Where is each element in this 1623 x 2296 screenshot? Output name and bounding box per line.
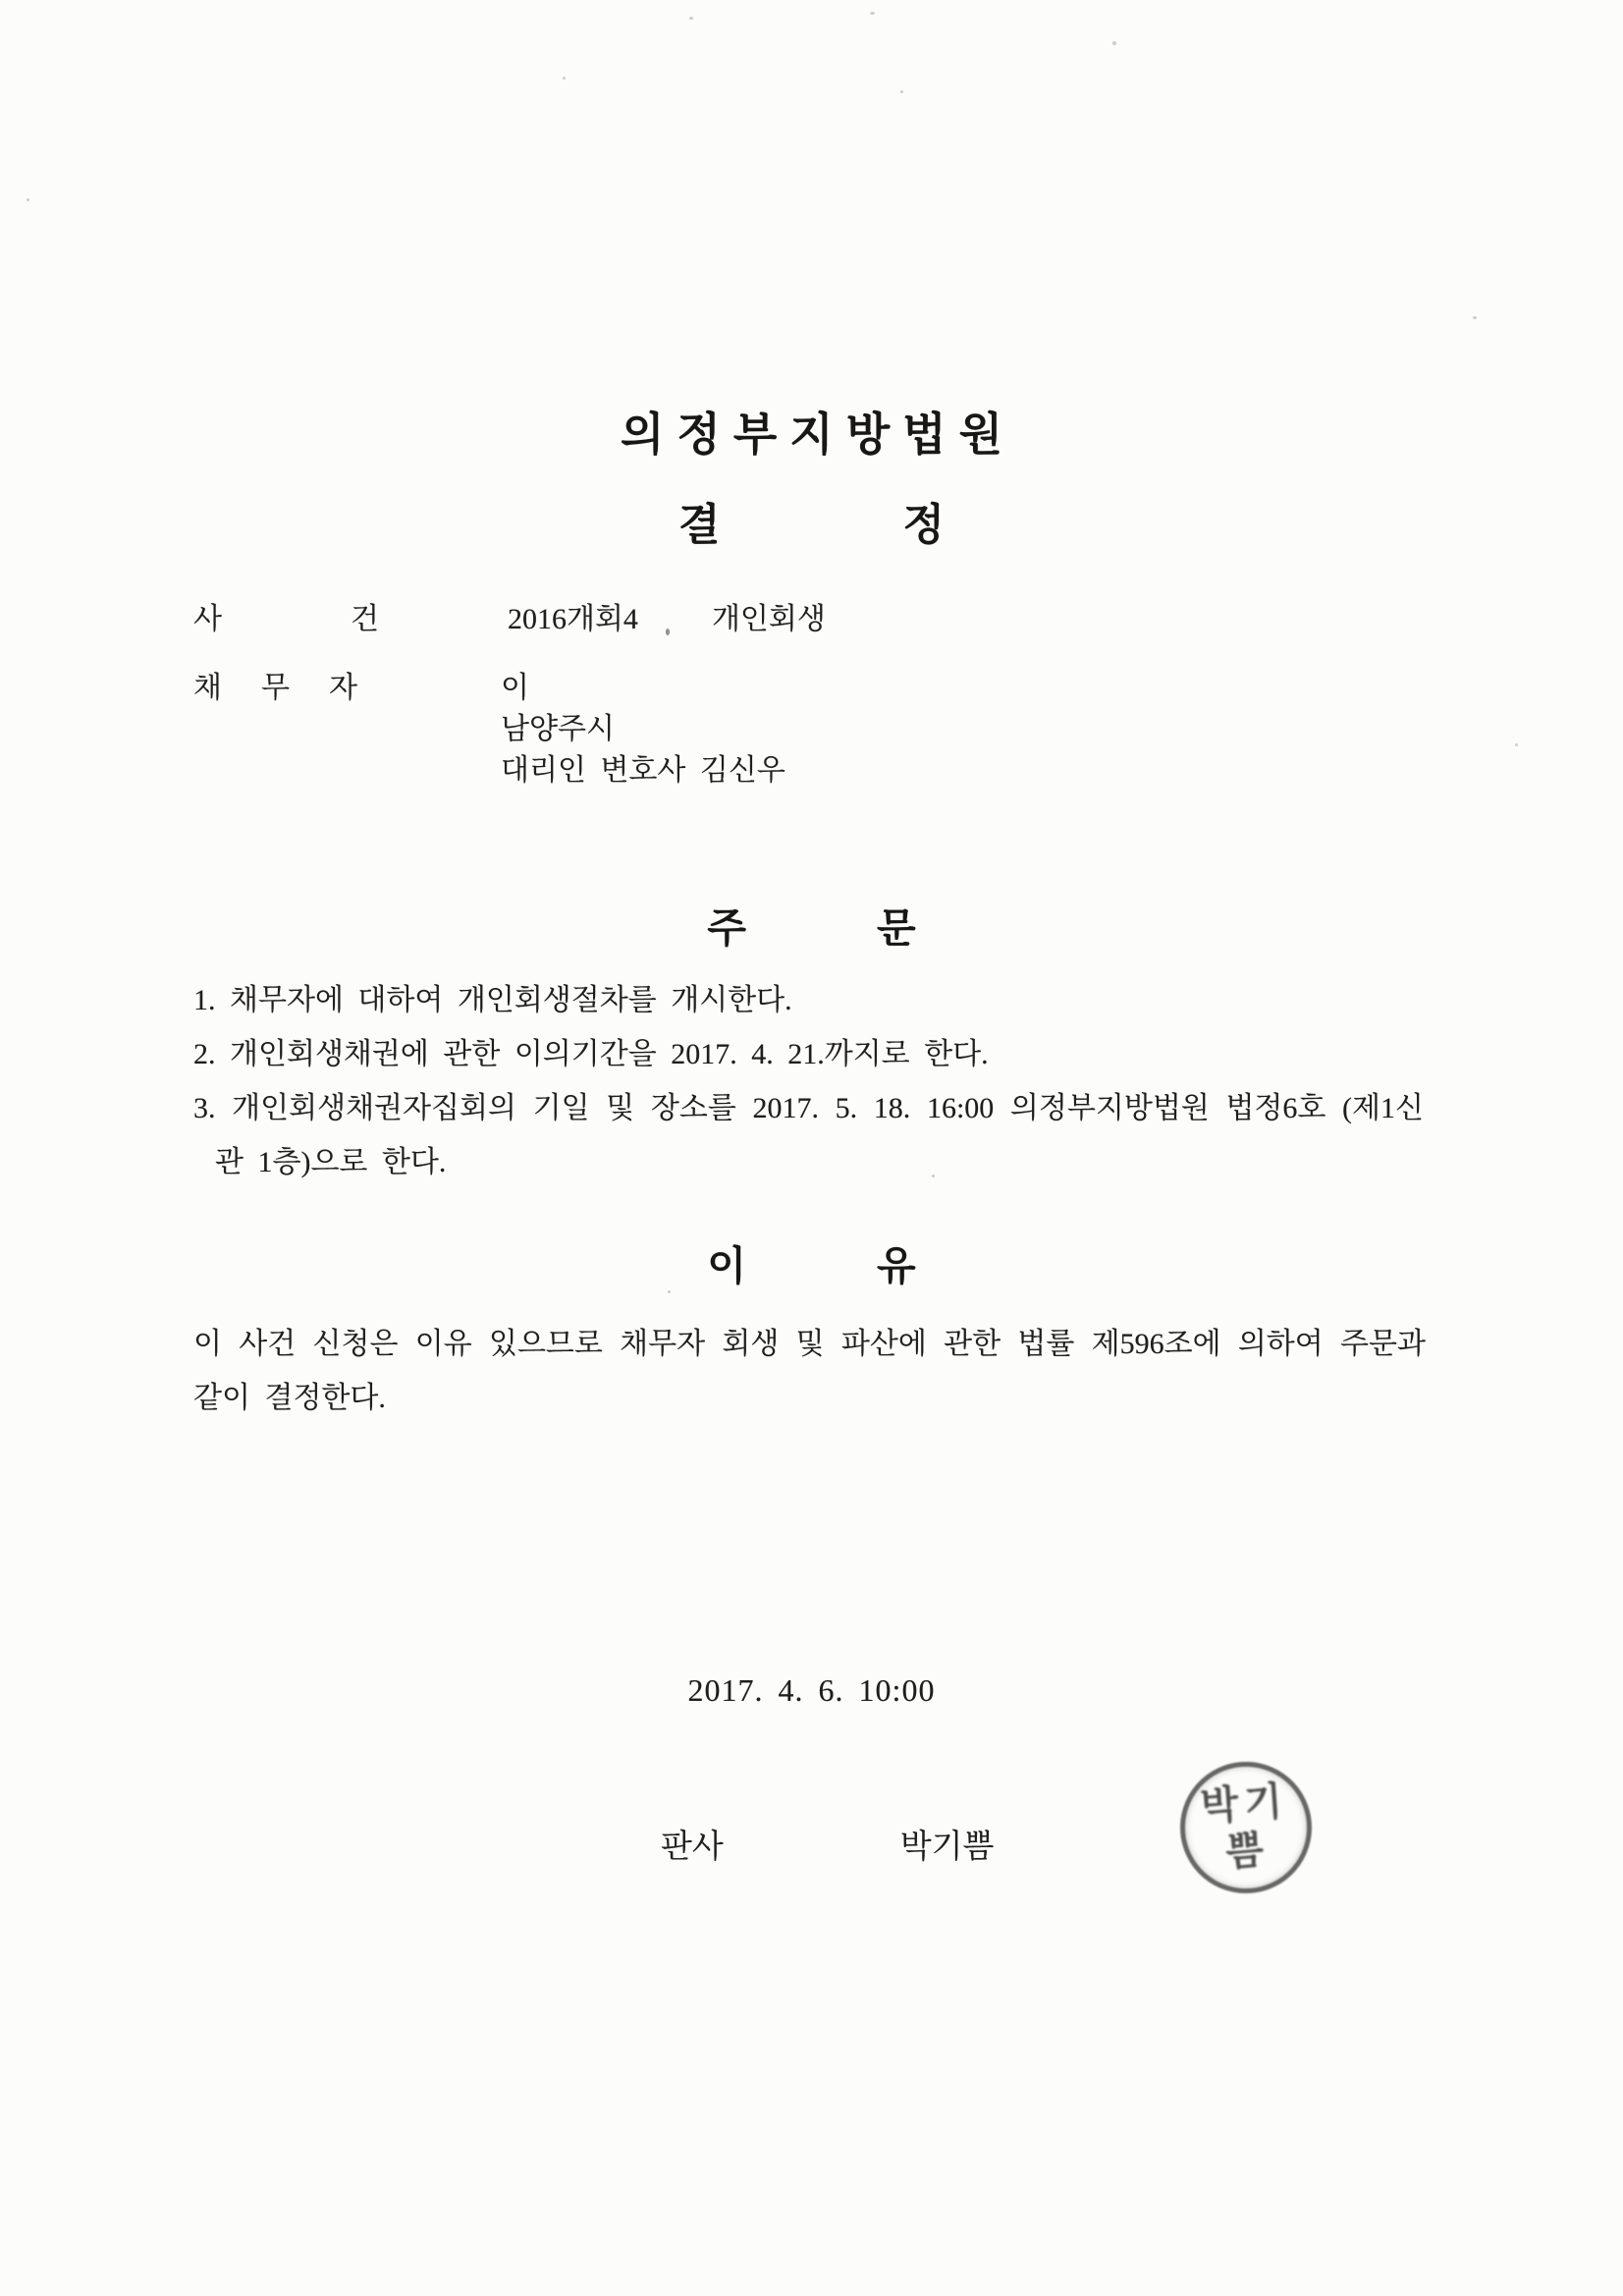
reason-section-heading: 이유 <box>707 1243 1047 1288</box>
order-items-list <box>193 973 1424 1189</box>
document-type-heading: 결정 <box>677 501 1127 549</box>
court-name-title: 의정부지방법원 <box>620 410 1016 460</box>
decision-datetime: 2017. 4. 6. 10:00 <box>687 1672 936 1708</box>
debtor-name: 이 <box>501 672 529 704</box>
reason-paragraph: 이 사건 신청은 이유 있으므로 채무자 회생 및 파산에 관한 법률 제596조에 의하여 주문과 같이 결정한다. <box>193 1328 1426 1414</box>
case-label: 사건 <box>193 603 508 635</box>
judge-seal-stamp <box>1175 1757 1316 1897</box>
scan-speck <box>870 12 875 15</box>
scan-speck <box>563 77 566 80</box>
judge-seal-text: 박기쁨 <box>1199 1778 1290 1875</box>
debtor-label: 채무자 <box>193 672 397 704</box>
case-number-row <box>193 599 1470 640</box>
scan-speck <box>900 90 903 93</box>
scan-speck <box>27 198 29 201</box>
debtor-representative: 대리인 변호사 김신우 <box>501 754 785 787</box>
order-item: 1. 채무자에 대하여 개인회생절차를 개시한다. <box>193 984 792 1016</box>
scan-speck <box>668 1290 671 1293</box>
judge-name: 박기쁨 <box>899 1830 995 1865</box>
debtor-address: 남양주시 <box>501 713 615 745</box>
judge-title: 판사 <box>661 1830 724 1865</box>
scan-speck <box>689 17 693 20</box>
debtor-details <box>501 668 785 792</box>
case-info-block <box>193 599 1470 792</box>
scan-speck <box>1112 41 1116 45</box>
order-item: 3. 개인회생채권자집회의 기일 및 장소를 2017. 5. 18. 16:00 의정부지방법원 법정6호 (제1신관 1층)으로 한다. <box>193 1092 1424 1178</box>
order-section-heading: 주문 <box>707 905 1047 951</box>
scan-speck <box>666 629 670 635</box>
order-item: 2. 개인회생채권에 관한 이의기간을 2017. 4. 21.까지로 한다. <box>193 1038 989 1070</box>
scan-speck <box>932 1175 935 1177</box>
scan-speck <box>1473 316 1477 319</box>
debtor-row <box>193 668 1470 792</box>
judge-signature-row <box>661 1821 994 1867</box>
case-type: 개인회생 <box>711 603 826 635</box>
scan-speck <box>1515 743 1518 746</box>
case-number: 2016개회4 <box>507 603 638 635</box>
